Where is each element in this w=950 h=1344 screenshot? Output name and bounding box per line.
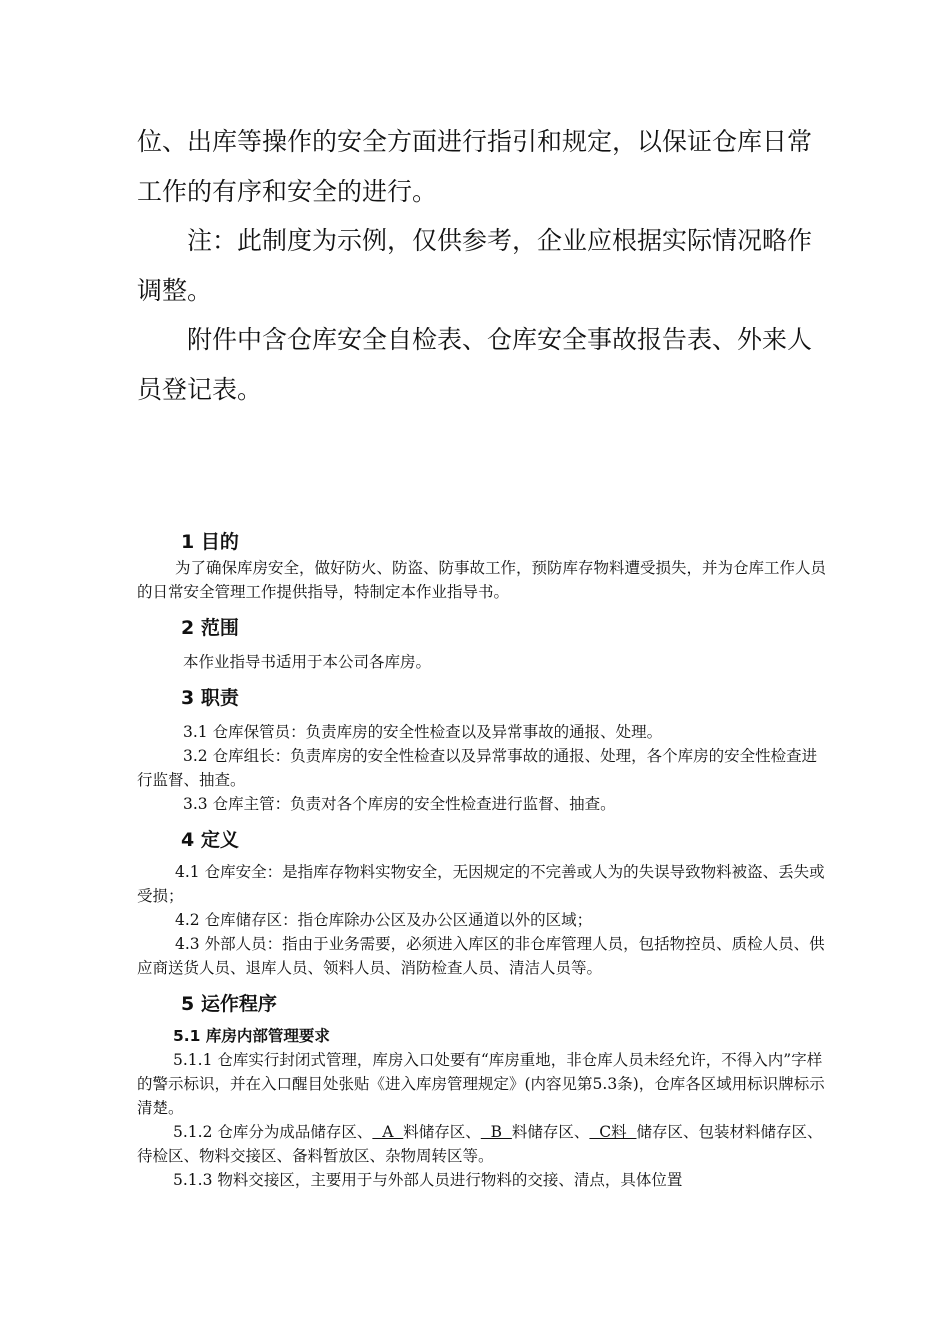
text-run: 5.1.2 仓库分为成品储存区、 [173, 1123, 373, 1141]
section-3-item: 3.1 仓库保管员：负责库房的安全性检查以及异常事故的通报、处理。 [183, 723, 663, 741]
section-3-item: 3.3 仓库主管：负责对各个库房的安全性检查进行监督、抽查。 [183, 795, 616, 813]
section-5-heading: 5 运作程序 [181, 993, 277, 1015]
text-run: 料储存区、 [511, 1123, 590, 1141]
intro-paragraph-note: 注：此制度为示例，仅供参考，企业应根据实际情况略作调整。 [137, 226, 813, 305]
document-body [137, 528, 827, 1192]
blank-field-c: C料 [589, 1123, 637, 1141]
section-2-text: 本作业指导书适用于本公司各库房。 [183, 653, 432, 671]
section-5-1-3-text: 5.1.3 物料交接区，主要用于与外部人员进行物料的交接、清点，具体位置 [173, 1171, 683, 1189]
section-3-item: 3.2 仓库组长：负责库房的安全性检查以及异常事故的通报、处理，各个库房的安全性检查进行监督、抽查。 [137, 747, 818, 789]
text-run: 储存区、包装材料储存区、待检区、物料交接区、备料暂放区、杂物周转区等。 [137, 1123, 823, 1165]
section-5-1-heading: 5.1 库房内部管理要求 [173, 1027, 330, 1045]
section-4-heading: 4 定义 [181, 829, 239, 851]
section-2-heading: 2 范围 [181, 617, 239, 639]
intro-section [137, 117, 827, 414]
intro-paragraph-attachments: 附件中含仓库安全自检表、仓库安全事故报告表、外来人员登记表。 [137, 325, 813, 404]
section-1-heading: 1 目的 [181, 531, 239, 553]
blank-field-a: A [372, 1123, 404, 1141]
section-4-item: 4.1 仓库安全：是指库存物料实物安全，无因规定的不完善或人为的失误导致物料被盗、丢失或受损； [137, 863, 825, 905]
blank-field-b: B [480, 1123, 512, 1141]
section-3-heading: 3 职责 [181, 687, 239, 709]
section-5-1-1-text: 5.1.1 仓库实行封闭式管理，库房入口处要有“库房重地，非仓库人员未经允许，不得入内”字样的警示标识，并在入口醒目处张贴《进入库房管理规定》(内容见第5.3条)，仓库各区域用标识牌标示清楚。 [137, 1051, 825, 1117]
section-4-item: 4.3 外部人员：指由于业务需要，必须进入库区的非仓库管理人员，包括物控员、质检人员、供应商送货人员、退库人员、领料人员、消防检查人员、清洁人员等。 [137, 935, 825, 977]
section-5-1-2-text [137, 1120, 827, 1168]
section-4-item: 4.2 仓库储存区：指仓库除办公区及办公区通道以外的区域； [175, 911, 593, 929]
intro-paragraph-1: 位、出库等操作的安全方面进行指引和规定，以保证仓库日常工作的有序和安全的进行。 [137, 127, 813, 206]
text-run: 料储存区、 [403, 1123, 481, 1141]
section-1-text: 为了确保库房安全，做好防火、防盗、防事故工作，预防库存物料遭受损失，并为仓库工作人员的日常安全管理工作提供指导，特制定本作业指导书。 [137, 559, 827, 601]
